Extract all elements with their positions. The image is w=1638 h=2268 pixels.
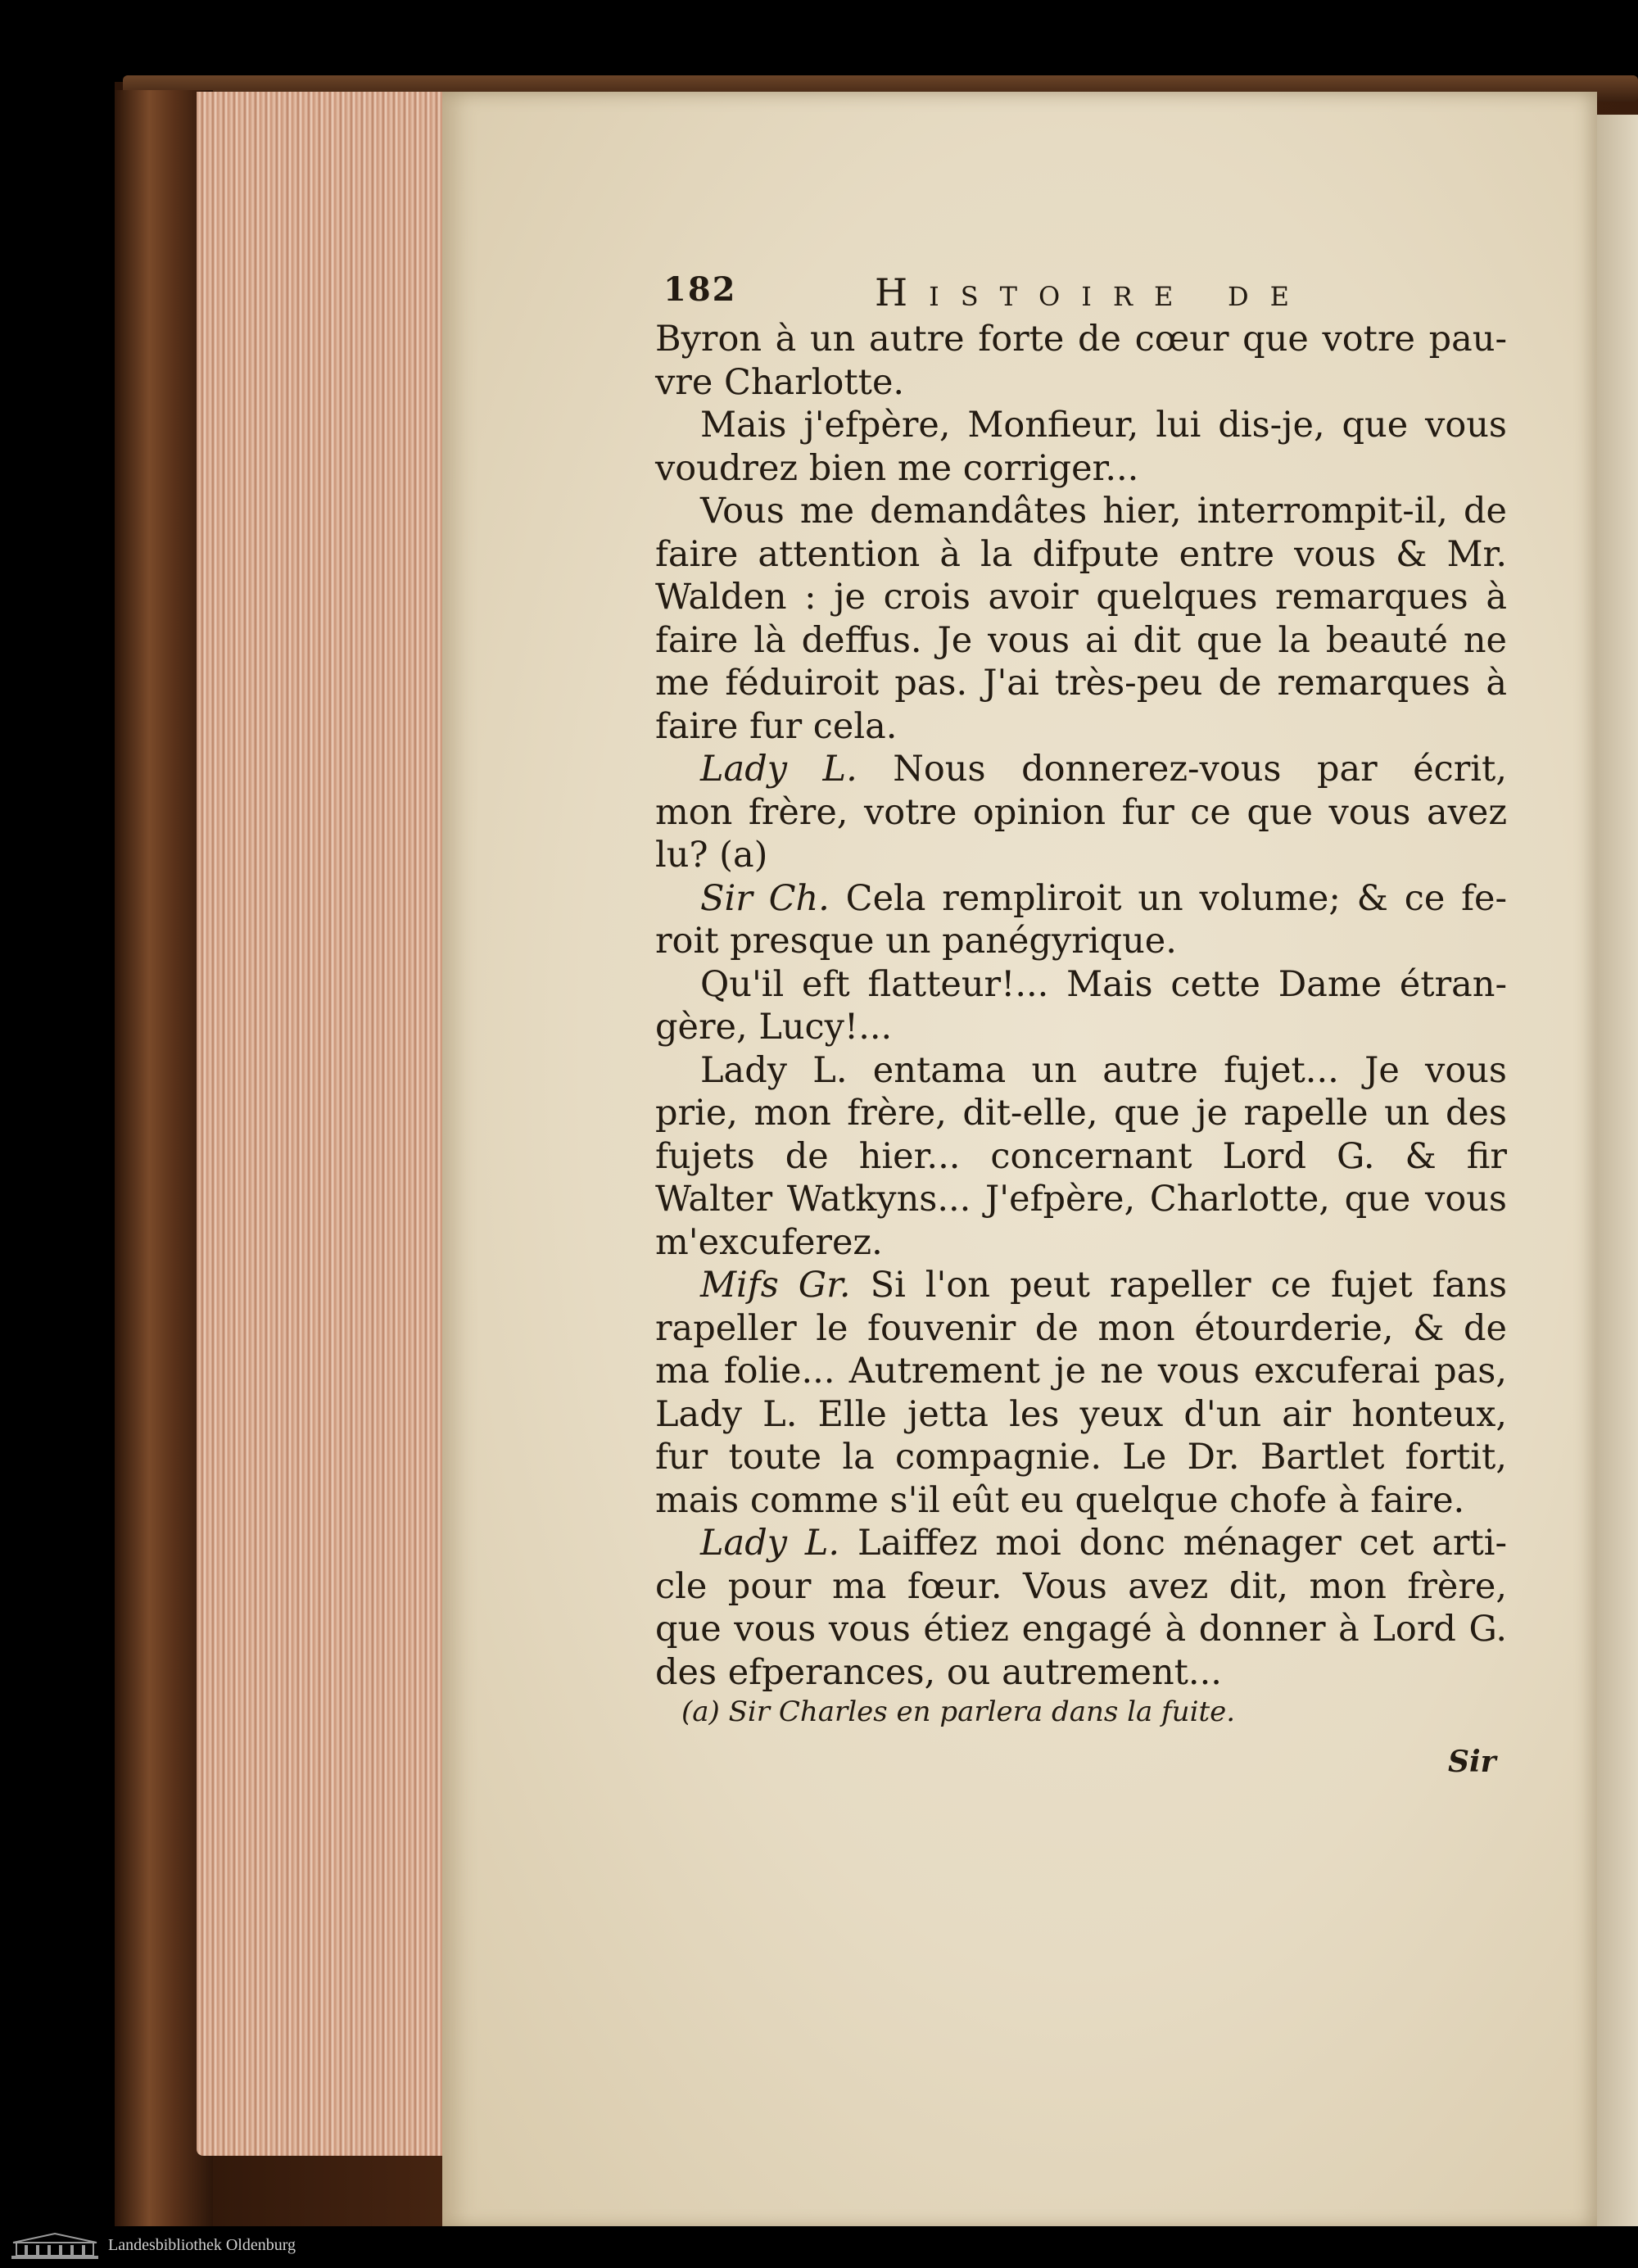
line-text: Cela rempliroit un volume; & ce fe- (845, 877, 1508, 919)
line-text: cle pour ma fœur. Vous avez dit, mon frère, (655, 1565, 1507, 1607)
speaker-name: Mifs Gr. (700, 1265, 851, 1306)
text-line (655, 576, 1507, 619)
text-line (655, 447, 1507, 491)
text-line (655, 748, 1507, 791)
catchword: Sir (1448, 1745, 1496, 1779)
page-edges (197, 92, 446, 2156)
line-text: que vous vous étiez engagé à donner à Lord G. (655, 1609, 1507, 1650)
library-footer-bar (0, 2226, 1638, 2268)
text-line (655, 1393, 1507, 1437)
line-text: rapeller le fouvenir de mon étourderie, & de (655, 1307, 1507, 1349)
line-text: Qu'il eft flatteur!... Mais cette Dame étran- (700, 963, 1507, 1005)
speaker-name: Lady L. (700, 749, 857, 790)
text-line (655, 1049, 1507, 1093)
line-text: Vous me demandâtes hier, interrompit-il, de (700, 491, 1507, 532)
text-line (655, 791, 1507, 835)
text-line (655, 361, 1507, 405)
line-text: des efperances, ou autrement... (655, 1651, 1222, 1693)
line-text: Walden : je crois avoir quelques remarques à (655, 577, 1507, 618)
speaker-name: Lady L. (700, 1523, 840, 1564)
line-text: faire là deffus. Je vous ai dit que la beauté ne (655, 619, 1507, 661)
text-line (655, 963, 1507, 1007)
footnote: (a) Sir Charles en parlera dans la fuite. (681, 1695, 1236, 1728)
line-text: mon frère, votre opinion fur ce que vous avez (655, 791, 1507, 833)
library-building-icon (10, 2231, 100, 2262)
line-text: Walter Watkyns... J'efpère, Charlotte, que vous (655, 1179, 1507, 1220)
line-text: fur toute la compagnie. Le Dr. Bartlet fortit, (655, 1437, 1507, 1478)
line-text: faire fur cela. (655, 705, 898, 747)
line-text: mais comme s'il eût eu quelque chofe à faire. (655, 1479, 1465, 1521)
line-text: Mais j'efpère, Monfieur, lui dis-je, que vous (700, 405, 1507, 446)
text-line (655, 619, 1507, 663)
text-line (655, 533, 1507, 577)
text-line (655, 1522, 1507, 1565)
line-text: Lady L. Elle jetta les yeux d'un air honteux, (655, 1393, 1507, 1435)
line-text: lu? (a) (655, 835, 768, 876)
page-text (655, 318, 1507, 1694)
text-line (655, 877, 1507, 921)
text-line (655, 318, 1507, 361)
text-line (655, 404, 1507, 447)
text-line (655, 1608, 1507, 1651)
text-line (655, 662, 1507, 705)
text-line (655, 1436, 1507, 1479)
text-line (655, 1479, 1507, 1523)
text-line (655, 1264, 1507, 1307)
text-line (655, 920, 1507, 963)
line-text: roit presque un panégyrique. (655, 921, 1177, 962)
running-title: Histoire de (875, 270, 1310, 315)
line-text: gère, Lucy!... (655, 1007, 893, 1048)
text-line (655, 1350, 1507, 1393)
line-text: me féduiroit pas. J'ai très-peu de remarques à (655, 663, 1507, 704)
text-line (655, 1135, 1507, 1179)
speaker-name: Sir Ch. (700, 877, 830, 919)
page-number: 182 (663, 270, 737, 309)
line-text: Nous donnerez-vous par écrit, (893, 749, 1508, 790)
library-name: Landesbibliothek Oldenburg (108, 2236, 296, 2254)
text-line (655, 1565, 1507, 1609)
line-text: vre Charlotte. (655, 361, 905, 403)
text-line (655, 705, 1507, 749)
text-line (655, 1307, 1507, 1351)
text-line (655, 1178, 1507, 1221)
text-line (655, 1651, 1507, 1695)
line-text: fujets de hier... concernant Lord G. & fir (655, 1135, 1507, 1177)
line-text: voudrez bien me corriger... (655, 447, 1139, 489)
text-line (655, 490, 1507, 533)
line-text: Si l'on peut rapeller ce fujet fans (870, 1265, 1508, 1306)
line-text: Lady L. entama un autre fujet... Je vous (700, 1049, 1507, 1091)
text-line (655, 1221, 1507, 1265)
line-text: faire attention à la difpute entre vous & Mr. (655, 533, 1507, 575)
text-line (655, 834, 1507, 877)
line-text: prie, mon frère, dit-elle, que je rapelle un des (655, 1093, 1507, 1134)
line-text: Byron à un autre forte de cœur que votre pau- (655, 319, 1507, 360)
line-text: Laiffez moi donc ménager cet arti- (857, 1523, 1508, 1564)
running-head (663, 270, 1499, 319)
line-text: ma folie... Autrement je ne vous excuferai pas, (655, 1351, 1507, 1392)
line-text: m'excuferez. (655, 1221, 883, 1263)
text-line (655, 1006, 1507, 1049)
text-line (655, 1092, 1507, 1135)
